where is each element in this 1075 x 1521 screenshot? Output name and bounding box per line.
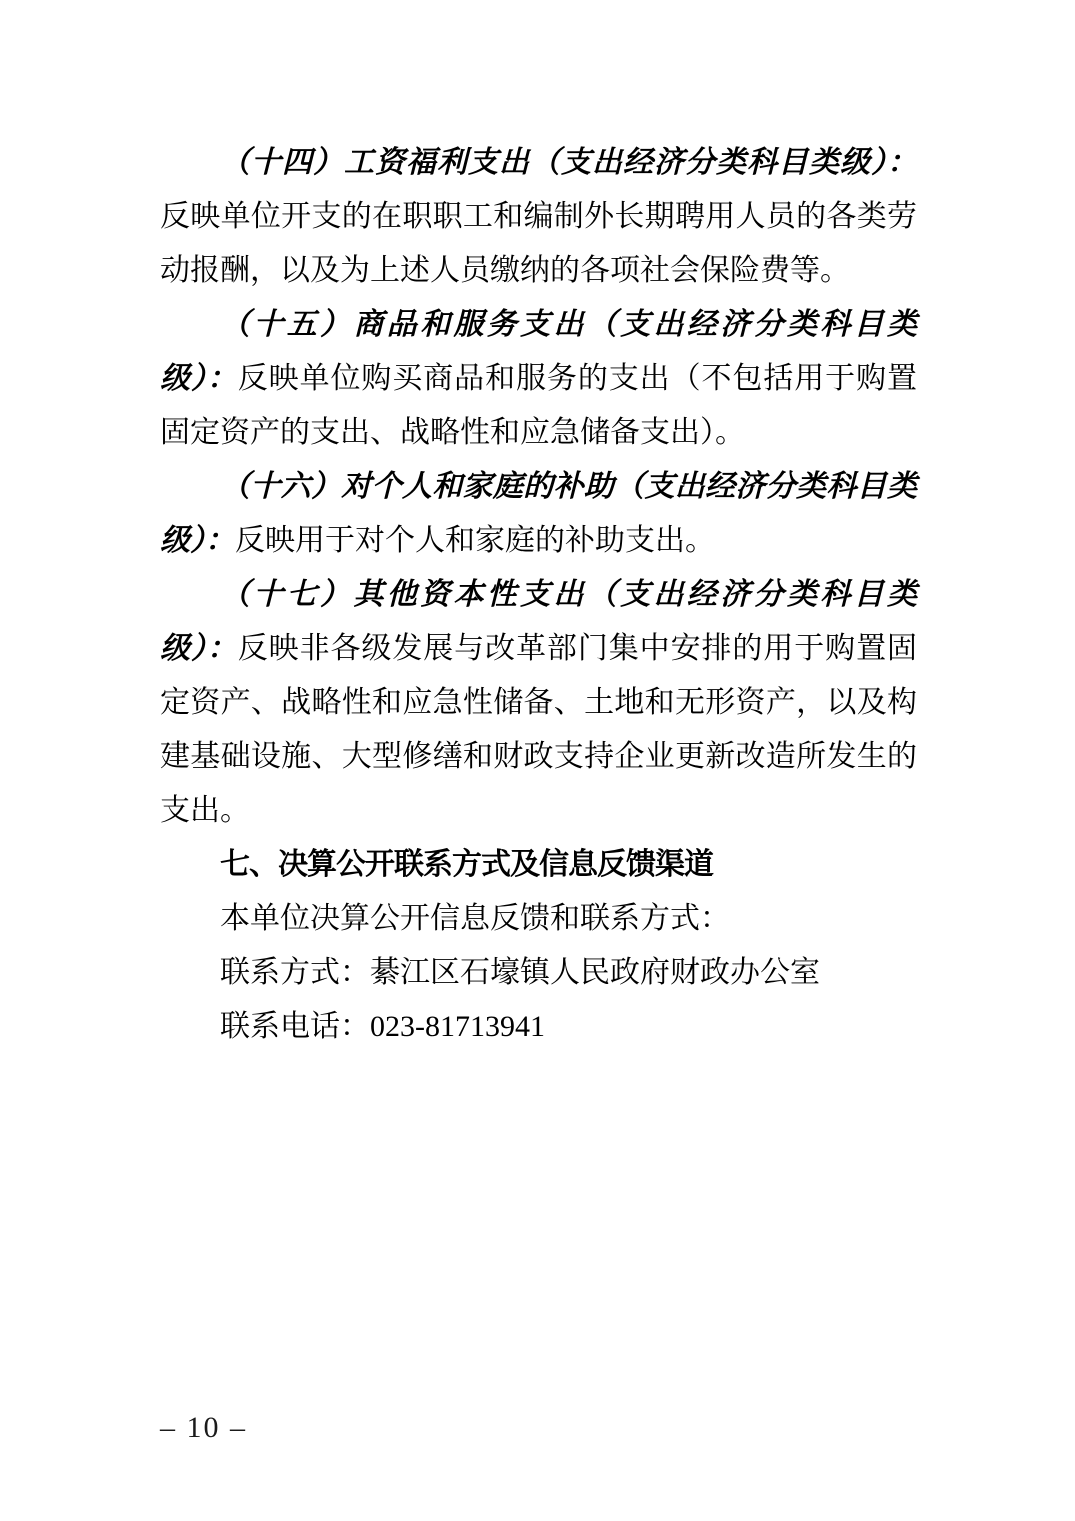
contact-method-line: 联系方式：綦江区石壕镇人民政府财政办公室 — [220, 956, 820, 989]
contact-phone-line: 联系电话：023-81713941 — [220, 1010, 545, 1043]
paragraph-other-capital-expense — [160, 568, 917, 838]
paragraph-body: 反映用于对个人和家庭的补助支出。 — [235, 524, 715, 557]
paragraph-goods-services-expense — [160, 298, 917, 460]
page-number: – 10 – — [160, 1411, 247, 1444]
paragraph-lead: （十五）商品和服务支出（支出经济分类科目类级）： — [160, 308, 917, 395]
paragraph-body: 反映单位开支的在职职工和编制外长期聘用人员的各类劳动报酬，以及为上述人员缴纳的各项社会保险费等。 — [160, 200, 917, 287]
document-body — [160, 136, 917, 1054]
paragraph-lead: （十六）对个人和家庭的补助（支出经济分类科目类级）： — [160, 470, 917, 557]
contact-intro-line: 本单位决算公开信息反馈和联系方式： — [220, 902, 730, 935]
section-heading-contact-feedback: 七、决算公开联系方式及信息反馈渠道 — [220, 848, 713, 881]
paragraph-lead: （十七）其他资本性支出（支出经济分类科目类级）： — [160, 578, 917, 665]
paragraph-individual-family-subsidy — [160, 460, 917, 568]
paragraph-body: 反映非各级发展与改革部门集中安排的用于购置固定资产、战略性和应急性储备、土地和无形资产，以及构建基础设施、大型修缮和财政支持企业更新改造所发生的支出。 — [160, 632, 917, 827]
paragraph-lead: （十四）工资福利支出（支出经济分类科目类级）： — [220, 146, 917, 179]
paragraph-body: 反映单位购买商品和服务的支出（不包括用于购置固定资产的支出、战略性和应急储备支出）。 — [160, 362, 917, 449]
paragraph-wage-welfare-expense — [160, 136, 917, 298]
